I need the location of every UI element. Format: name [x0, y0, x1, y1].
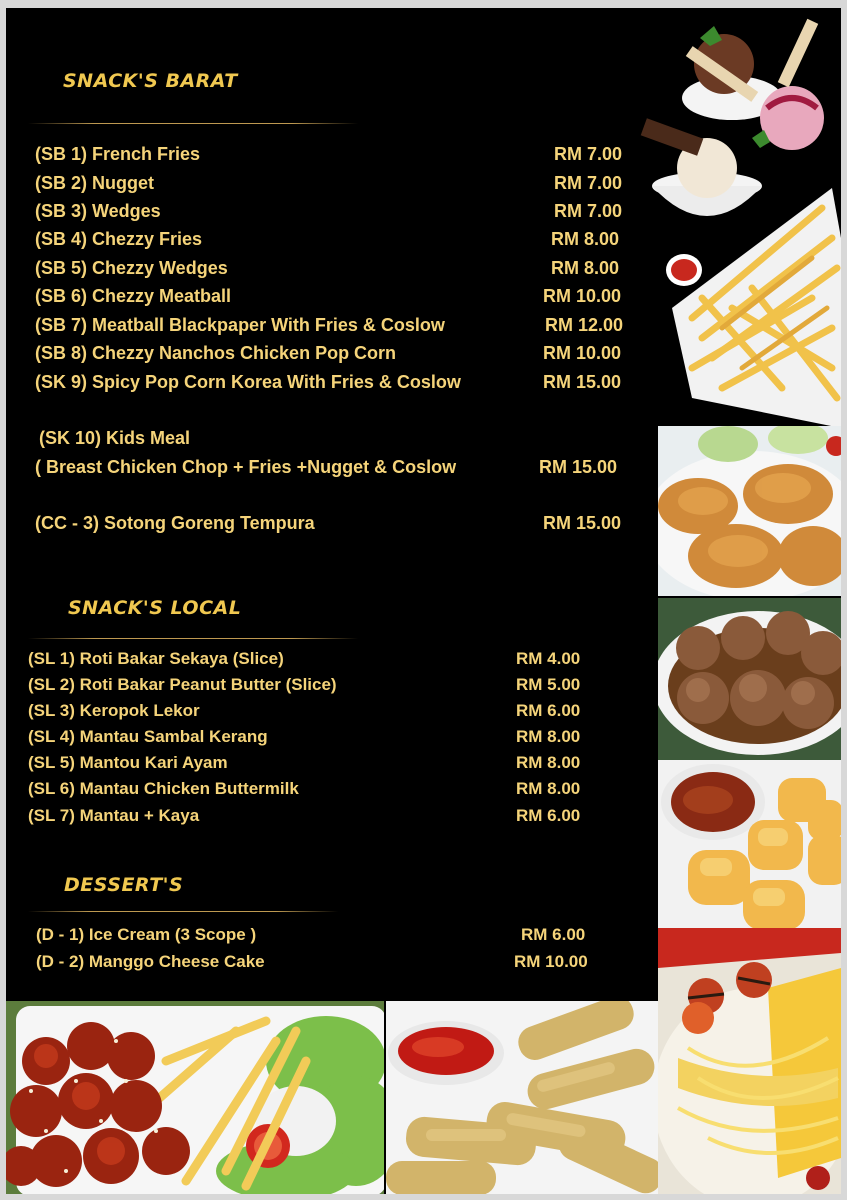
menu-page [6, 8, 841, 1194]
photo-mantou-with-curry [658, 760, 841, 932]
nuggets-image [658, 426, 841, 596]
menu-item-price: RM 10.00 [543, 286, 622, 306]
menu-item: (SL 1) Roti Bakar Sekaya (Slice) [28, 649, 284, 668]
menu-item: (D - 2) Manggo Cheese Cake [36, 952, 265, 971]
menu-item: (SB 7) Meatball Blackpaper With Fries & Coslow [35, 315, 445, 335]
menu-item: (SB 1) French Fries [35, 144, 201, 164]
menu-item: (SB 6) Chezzy Meatball [35, 286, 232, 306]
photo-keropok-lekor [386, 1001, 658, 1194]
menu-item-price: RM 12.00 [545, 315, 624, 335]
menu-item-price: RM 8.00 [551, 258, 620, 278]
menu-item-price: RM 15.00 [543, 372, 622, 392]
mantou-image [658, 760, 841, 932]
menu-item-sotong: (CC - 3) Sotong Goreng Tempura [35, 513, 315, 533]
menu-item-kids-meal-detail: ( Breast Chicken Chop + Fries +Nugget & Coslow [35, 457, 457, 477]
menu-item-price: RM 6.00 [516, 701, 581, 720]
meatballs-image [658, 598, 841, 760]
section-title-local: SNACK'S LOCAL [68, 597, 242, 619]
menu-item: (SB 3) Wedges [35, 201, 161, 221]
divider-barat [28, 123, 358, 124]
menu-item-price: RM 5.00 [516, 675, 581, 694]
menu-item-price: RM 7.00 [554, 173, 623, 193]
menu-item: (SL 2) Roti Bakar Peanut Butter (Slice) [28, 675, 337, 694]
menu-item-price: RM 10.00 [543, 343, 622, 363]
menu-item: (SB 5) Chezzy Wedges [35, 258, 228, 278]
menu-item-price: RM 15.00 [543, 513, 622, 533]
menu-item: (D - 1) Ice Cream (3 Scope ) [36, 925, 257, 944]
menu-item-price: RM 4.00 [516, 649, 581, 668]
mango-cheese-cake-image [658, 928, 841, 1194]
menu-item-price: RM 6.00 [521, 925, 586, 944]
menu-item-price: RM 8.00 [516, 727, 581, 746]
photo-chicken-nuggets [658, 426, 841, 596]
divider-dessert [28, 911, 338, 912]
photo-ice-cream-and-fries [632, 8, 841, 428]
korean-popcorn-chicken-image [6, 1001, 384, 1194]
divider-local [28, 638, 358, 639]
menu-item: (SK 9) Spicy Pop Corn Korea With Fries & Coslow [35, 372, 461, 392]
menu-item: (SB 8) Chezzy Nanchos Chicken Pop Corn [35, 343, 397, 363]
menu-item: (SB 2) Nugget [35, 173, 154, 193]
menu-item: (SL 3) Keropok Lekor [28, 701, 200, 720]
photo-mango-cheese-cake [658, 928, 841, 1194]
section-title-barat: SNACK'S BARAT [63, 70, 238, 92]
menu-item-price: RM 8.00 [516, 779, 581, 798]
photo-korean-popcorn-chicken [6, 1001, 384, 1194]
ice-cream-fries-image [632, 8, 841, 428]
menu-item: (SL 7) Mantau + Kaya [28, 806, 200, 825]
menu-item-price: RM 7.00 [554, 201, 623, 221]
menu-item-price: RM 6.00 [516, 806, 581, 825]
menu-item-price: RM 10.00 [514, 952, 588, 971]
menu-item: (SL 6) Mantau Chicken Buttermilk [28, 779, 299, 798]
keropok-lekor-image [386, 1001, 658, 1194]
menu-item-price: RM 8.00 [551, 229, 620, 249]
photo-meatballs [658, 598, 841, 760]
menu-item: (SB 4) Chezzy Fries [35, 229, 203, 249]
menu-item-kids-meal: (SK 10) Kids Meal [39, 428, 191, 448]
menu-item-price: RM 7.00 [554, 144, 623, 164]
menu-item-price: RM 15.00 [539, 457, 618, 477]
section-title-dessert: DESSERT'S [64, 874, 184, 896]
menu-item-price: RM 8.00 [516, 753, 581, 772]
menu-item: (SL 5) Mantou Kari Ayam [28, 753, 228, 772]
menu-item: (SL 4) Mantau Sambal Kerang [28, 727, 268, 746]
